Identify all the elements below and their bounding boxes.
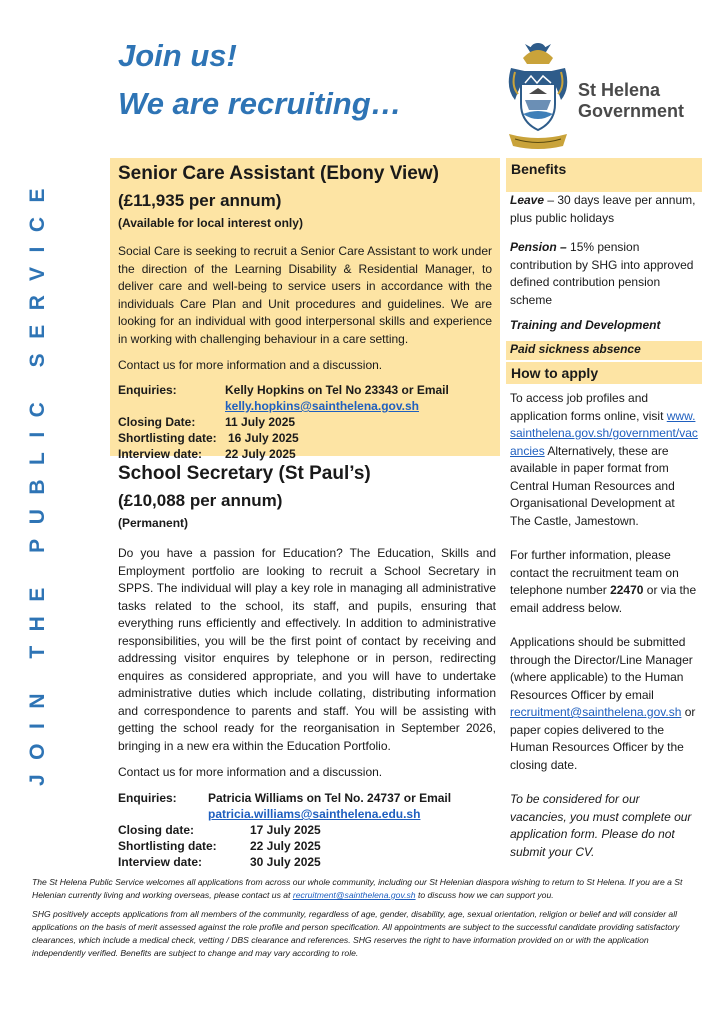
footer-p1-text-b: to discuss how we can support you. [415,890,554,900]
apply-p3-text-b: or paper copies delivered to the Human Resources Officer by the closing date. [510,705,696,772]
job2-closing-value: 17 July 2025 [250,823,321,837]
job2-email-row [118,806,496,822]
job2-description: Do you have a passion for Education? The Education, Skills and Employment portfolio are looking to recruit a School Secretary in SPPS. The individual will play a key role in managing all administrative tasks related to the school, its staff, and pupils, ensuring that everything runs efficiently and effectively. In addition to administrative responsibilities, you will be the first point of contact by receiving and addressing visitor enquires by telephone or in person, redirecting enquires as considered appropriate, and you will have to undertake administrative duties which include collating, distributing information and correspondence to parents and staff. You will be assisting with getting the school ready for the reorganisation in September 2026, bringing in a new era within the Education Portfolio. [118,546,496,753]
job2-title: School Secretary (St Paul’s) [118,463,371,484]
job2-email-link[interactable]: patricia.williams@sainthelena.edu.sh [208,807,421,821]
benefit-leave-text: – 30 days leave per annum, plus public holidays [510,193,696,225]
job2-salary: (£10,088 per annum) [118,491,283,510]
job1-enquiries-value: Kelly Hopkins on Tel No 23343 or Email [225,383,449,397]
org-name-line1: St Helena [578,80,661,100]
job1-details [118,382,492,462]
apply-paragraph-1 [510,390,698,530]
footer-notice [32,876,692,966]
job2-shortlisting-label: Shortlisting date: [118,839,217,853]
job2-closing-row [118,822,496,838]
st-helena-crest-logo [503,38,573,154]
org-name [578,80,684,122]
job2-enquiries-row [118,790,496,806]
job1-shortlisting-row [118,430,492,446]
banner-text: JOIN THE PUBLIC SERVICE [26,174,49,786]
job-senior-care-assistant [110,158,500,461]
vertical-banner [18,160,58,800]
apply-p1-text-b: Alternatively, these are available in paper format from Central Human Resources and Organisational Development at The Castle, Jamestown. [510,443,675,528]
apply-p1-text: To access job profiles and application forms online, visit [510,391,667,423]
benefit-training [506,309,702,341]
job1-email-link[interactable]: kelly.hopkins@sainthelena.gov.sh [225,399,419,413]
job2-details [118,790,496,870]
headline-recruiting: We are recruiting… [118,86,402,121]
sidebar-benefits-and-apply [506,158,702,861]
vacancies-link[interactable]: www.sainthelena.gov.sh/government/vacancies [510,408,698,458]
job1-contact: Contact us for more information and a discussion. [118,358,383,372]
job1-note: (Available for local interest only) [118,216,303,230]
how-to-apply-body [506,384,702,861]
job1-shortlisting-value: 16 July 2025 [228,431,299,445]
job2-shortlisting-row [118,838,496,854]
job1-title: Senior Care Assistant (Ebony View) [118,163,439,184]
job2-interview-value: 30 July 2025 [250,855,321,869]
benefits-heading: Benefits [506,158,702,180]
job2-enquiries-label: Enquiries: [118,791,177,805]
benefit-pension-text: 15% pension contribution by SHG into approved defined contribution pension scheme [510,240,694,307]
job2-closing-label: Closing date: [118,823,195,837]
benefit-pension [506,227,702,309]
apply-paragraph-4: To be considered for our vacancies, you must complete our application form. Please do not submit your CV. [510,792,692,859]
recruitment-email-link[interactable]: recruitment@sainthelena.gov.sh [510,705,682,719]
job2-enquiries-value: Patricia Williams on Tel No. 24737 or Email [208,791,452,805]
job1-description: Social Care is seeking to recruit a Senior Care Assistant to work under the direction of the Learning Disability & Residential Manager, to deliver care and well-being to service users in accordance with the individuals Care Plan and Unit procedures and guidelines. We are looking for an individual with good interpersonal skills and experience in working with challenging behaviour in a care setting. [118,244,492,346]
benefit-sickness [506,341,702,359]
job1-shortlisting-label: Shortlisting date: [118,431,217,445]
job1-closing-label: Closing Date: [118,415,196,429]
job2-interview-row [118,854,496,870]
headline-join-us: Join us! [118,38,237,73]
benefit-training-label: Training and Development [510,318,661,332]
apply-paragraph-3 [510,634,698,774]
how-to-apply-heading: How to apply [506,362,702,384]
job1-interview-value: 22 July 2025 [225,447,296,461]
footer-p1-text: The St Helena Public Service welcomes all applications from across our whole community, including our St Helenian diaspora wishing to return to St Helena. If you are a St Helenian currently living and working overseas, please contact us at [32,877,683,900]
job1-closing-value: 11 July 2025 [225,415,296,429]
apply-p2-text-b: or via the email address below. [510,583,697,615]
recruitment-phone: 22470 [610,583,644,597]
job-school-secretary [118,462,496,870]
apply-paragraph-2 [510,547,698,617]
footer-email-link[interactable]: recruitment@sainthelena.gov.sh [292,890,416,900]
job1-closing-row [118,414,492,430]
job2-interview-label: Interview date: [118,855,203,869]
footer-paragraph-2: SHG positively accepts applications from all members of the community, regardless of age, gender, disability, age, sexual orientation, religion or belief and will consider all applications on the basis of merit assessed against the role profile and person specification. All appointments are subject to the successful candidate providing satisfactory clearances, which include a medical check, vetting / DBS clearance and references. SHG reserves the right to have information provided on or with the application independently verified. Benefits are subject to change and may vary according to role. [32,909,680,958]
benefits-body [506,180,702,360]
benefit-sickness-label: Paid sickness absence [510,341,641,356]
job2-shortlisting-value: 22 July 2025 [250,839,321,853]
apply-p2-text: For further information, please contact the recruitment team on telephone number [510,548,679,597]
benefit-pension-label: Pension – [510,240,567,254]
job1-email-row [118,398,492,414]
job1-interview-label: Interview date: [118,447,203,461]
org-name-line2: Government [578,101,685,121]
benefit-leave [506,192,702,227]
job1-enquiries-row [118,382,492,398]
footer-paragraph-1 [32,876,692,902]
job2-contact: Contact us for more information and a discussion. [118,765,383,779]
benefit-leave-label: Leave [510,193,545,207]
apply-p3-text: Applications should be submitted through the Director/Line Manager (where applicable) to the Human Resources Officer by email [510,635,693,702]
job1-enquiries-label: Enquiries: [118,383,177,397]
job1-interview-row [118,446,492,462]
job1-salary: (£11,935 per annum) [118,191,282,210]
job2-note: (Permanent) [118,516,189,530]
